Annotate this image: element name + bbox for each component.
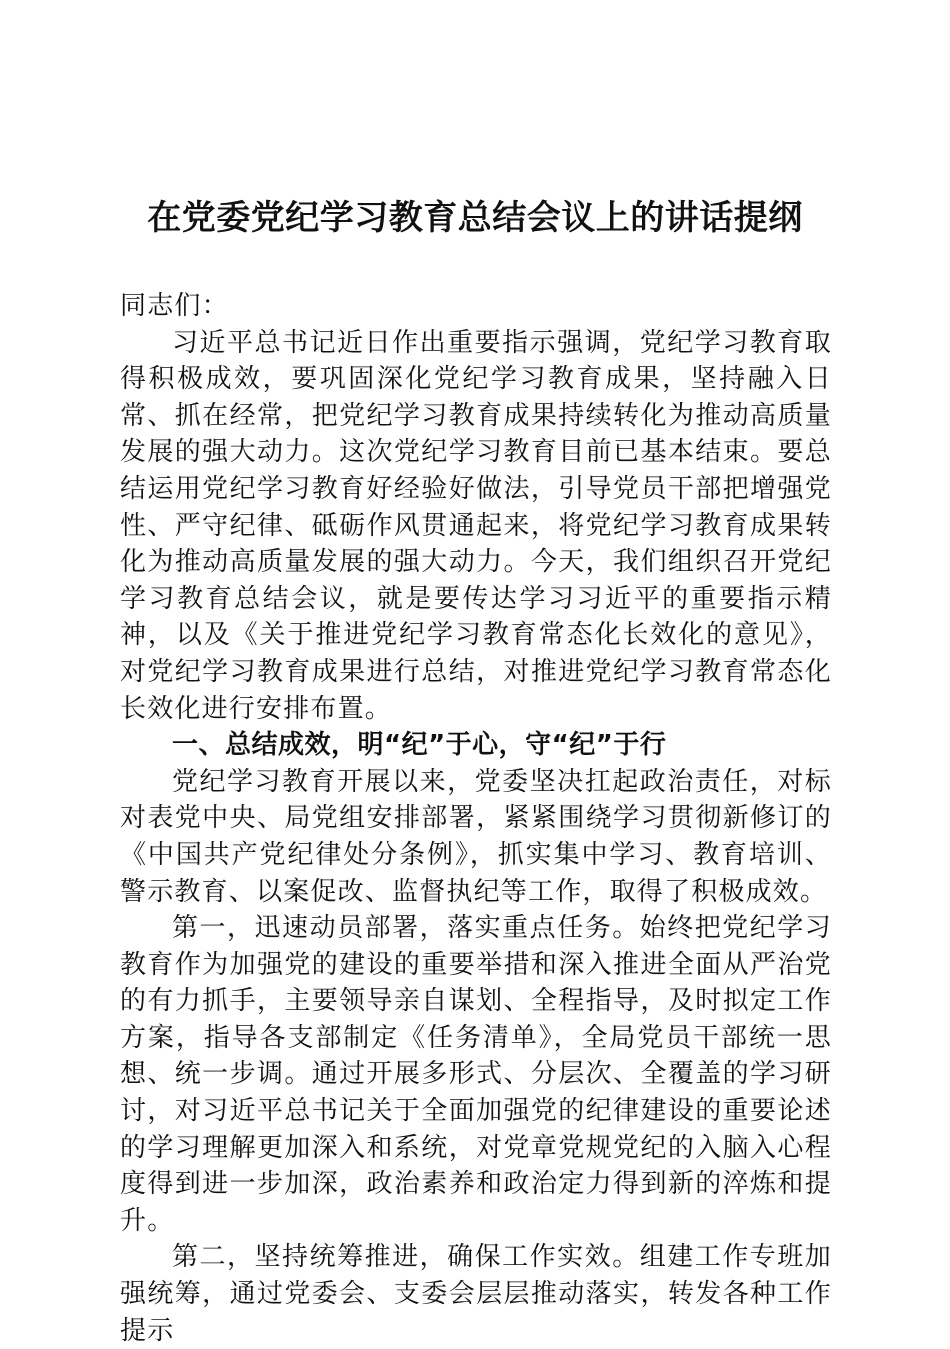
section-heading-1: 一、总结成效，明“纪”于心，守“纪”于行	[172, 730, 667, 761]
section1-paragraph-1: 党纪学习教育开展以来，党委坚决扛起政治责任，对标对表党中央、局党组安排部署，紧紧围绕学习贯彻新修订的《中国共产党纪律处分条例》，抓实集中学习、教育培训、警示教育、以案促改、监督执纪等工作，取得了积极成效。	[120, 766, 832, 907]
section1-paragraph-2: 第一，迅速动员部署，落实重点任务。始终把党纪学习教育作为加强党的建设的重要举措和深入推进全面从严治党的有力抓手，主要领导亲自谋划、全程指导，及时拟定工作方案，指导各支部制定《任务清单》，全局党员干部统一思想、统一步调。通过开展多形式、分层次、全覆盖的学习研讨，对习近平总书记关于全面加强党的纪律建设的重要论述的学习理解更加深入和系统，对党章党规党纪的入脑入心程度得到进一步加深，政治素养和政治定力得到新的淬炼和提升。	[120, 913, 832, 1236]
document-title: 在党委党纪学习教育总结会议上的讲话提纲	[147, 198, 803, 238]
intro-paragraph: 习近平总书记近日作出重要指示强调，党纪学习教育取得积极成效，要巩固深化党纪学习教育成果，坚持融入日常、抓在经常，把党纪学习教育成果持续转化为推动高质量发展的强大动力。这次党纪学习教育目前已基本结束。要总结运用党纪学习教育好经验好做法，引导党员干部把增强党性、严守纪律、砥砺作风贯通起来，将党纪学习教育成果转化为推动高质量发展的强大动力。今天，我们组织召开党纪学习教育总结会议，就是要传达学习习近平的重要指示精神，以及《关于推进党纪学习教育常态化长效化的意见》，对党纪学习教育成果进行总结，对推进党纪学习教育常态化长效化进行安排布置。	[120, 327, 832, 724]
document-body	[120, 288, 832, 1349]
section1-paragraph-3: 第二，坚持统筹推进，确保工作实效。组建工作专班加强统筹，通过党委会、支委会层层推动落实，转发各种工作提示	[120, 1242, 832, 1346]
salutation: 同志们：	[120, 291, 229, 321]
